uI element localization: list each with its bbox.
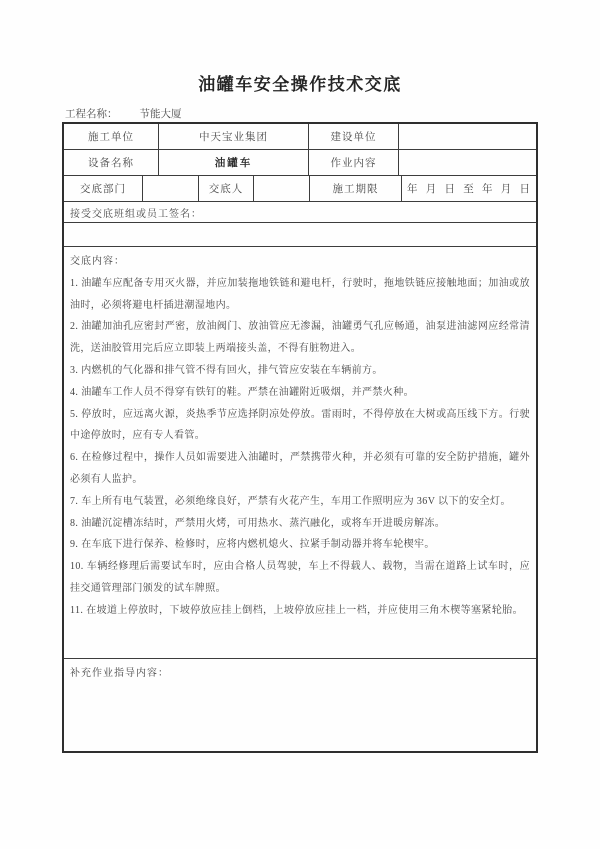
disclosure-form-table [62, 122, 538, 753]
project-name-value: 节能大厦 [139, 109, 182, 120]
content-item: 4. 油罐车工作人员不得穿有铁钉的鞋。严禁在油罐附近吸烟，并严禁火种。 [70, 386, 414, 398]
row-units [64, 124, 536, 150]
content-item: 1. 油罐车应配备专用灭火器，并应加装拖地铁链和避电杆，行驶时，拖地铁链应接触地面；加油或放油时，必须将避电杆插进潮湿地内。 [70, 277, 530, 311]
disclosure-dept-label: 交底部门 [64, 176, 143, 201]
signature-row-label: 接受交底班组或员工签名： [64, 202, 536, 223]
content-item: 5. 停放时，应远离火源，炎热季节应选择阴凉处停放。雷雨时，不得停放在大树或高压线下方。行驶中途停放时，应有专人看管。 [70, 408, 530, 442]
work-content-value [399, 150, 536, 175]
signature-blank-row [64, 223, 536, 247]
work-content-label: 作业内容 [309, 150, 399, 175]
construction-period-label: 施工期限 [310, 176, 402, 201]
content-item: 10. 车辆经修理后需要试车时，应由合格人员驾驶，车上不得载人、载物，当需在道路上试车时，应挂交通管理部门颁发的试车牌照。 [70, 561, 530, 594]
disclosure-dept-value [143, 176, 199, 201]
content-item: 6. 在检修过程中，操作人员如需要进入油罐时，严禁携带火种，并必须有可靠的安全防护措施，罐外必须有人监护。 [70, 452, 530, 485]
content-item: 9. 在车底下进行保养、检修时，应将内燃机熄火、拉紧手制动器并将车轮楔牢。 [70, 539, 435, 551]
content-item: 2. 油罐加油孔应密封严密，放油阀门、放油管应无渗漏，油罐勇气孔应畅通，油泵进油滤网应经常清洗，送油胶管用完后应立即装上两端接头盖，不得有脏物进入。 [70, 321, 530, 355]
row-disclosure [64, 176, 536, 202]
client-unit-label: 建设单位 [309, 124, 399, 149]
construction-unit-value: 中天宝业集团 [159, 124, 309, 149]
discloser-label: 交底人 [199, 176, 254, 201]
content-item: 3. 内燃机的气化器和排气管不得有回火，排气管应安装在车辆前方。 [70, 364, 383, 376]
project-name-label: 工程名称： [65, 109, 118, 120]
disclosure-content-cell [64, 247, 536, 659]
row-equipment [64, 150, 536, 176]
content-item: 11. 在坡道上停放时，下坡停放应挂上倒档，上坡停放应挂上一档，并应使用三角木楔等塞紧轮胎。 [70, 604, 524, 616]
equipment-name-value: 油罐车 [159, 150, 309, 175]
equipment-name-label: 设备名称 [64, 150, 159, 175]
discloser-value [254, 176, 310, 201]
content-item: 7. 车上所有电气装置，必须绝缘良好，严禁有火花产生，车用工作照明应为 36V 以下的安全灯。 [70, 495, 511, 507]
construction-unit-label: 施工单位 [64, 124, 159, 149]
construction-period-value: 年 月 日 至 年 月 日 [407, 184, 531, 195]
document-title: 油罐车安全操作技术交底 [198, 75, 402, 94]
content-heading: 交底内容： [70, 256, 125, 267]
client-unit-value [399, 124, 536, 149]
supplement-section-label: 补充作业指导内容： [70, 668, 169, 679]
content-item: 8. 油罐沉淀槽冻结时，严禁用火烤，可用热水、蒸汽融化，或将车开进暖房解冻。 [70, 517, 446, 529]
project-name-line [65, 106, 600, 121]
